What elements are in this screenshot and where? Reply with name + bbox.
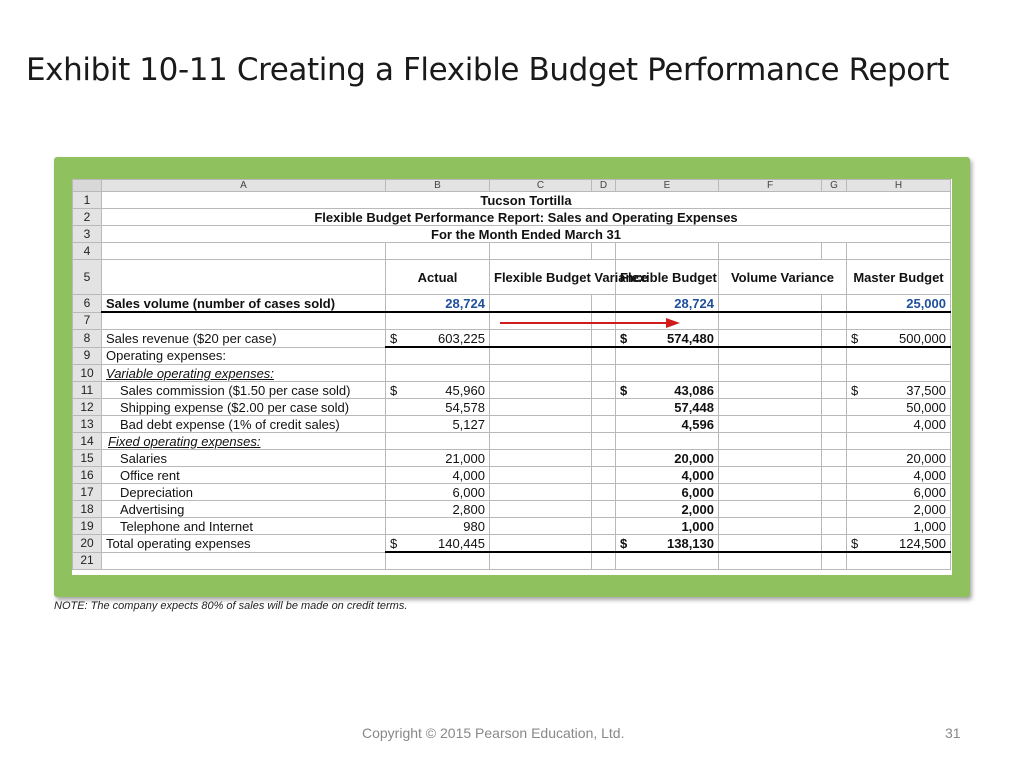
- cell[interactable]: [822, 467, 847, 484]
- page-number: 31: [945, 725, 961, 741]
- table-row: [73, 484, 951, 501]
- total-label[interactable]: Total operating expenses: [102, 535, 386, 553]
- cell[interactable]: [616, 433, 719, 450]
- cell[interactable]: [490, 295, 592, 313]
- cell[interactable]: [386, 347, 490, 365]
- cell[interactable]: [490, 518, 592, 535]
- expense-actual[interactable]: 21,000: [386, 450, 490, 467]
- column-header-b[interactable]: B: [386, 180, 490, 192]
- table-row: [73, 192, 951, 209]
- cell[interactable]: [592, 243, 616, 260]
- table-row: [73, 226, 951, 243]
- row-number[interactable]: 12: [73, 399, 102, 416]
- header-flexible-budget[interactable]: Flexible Budget: [616, 260, 719, 295]
- cell[interactable]: [822, 416, 847, 433]
- expense-label[interactable]: Salaries: [102, 450, 386, 467]
- table-row: [73, 399, 951, 416]
- row-number[interactable]: 20: [73, 535, 102, 553]
- cell[interactable]: [490, 433, 592, 450]
- cell[interactable]: [847, 347, 951, 365]
- cell[interactable]: [490, 347, 592, 365]
- cell[interactable]: [592, 552, 616, 570]
- cell[interactable]: [490, 399, 592, 416]
- expense-actual[interactable]: 980: [386, 518, 490, 535]
- total-master[interactable]: [847, 535, 951, 553]
- cell[interactable]: [386, 552, 490, 570]
- cell[interactable]: [592, 535, 616, 553]
- header-actual[interactable]: Actual: [386, 260, 490, 295]
- sales-revenue-master[interactable]: [847, 330, 951, 348]
- cell[interactable]: [490, 535, 592, 553]
- sales-revenue-label[interactable]: Sales revenue ($20 per case): [102, 330, 386, 348]
- cell[interactable]: [822, 518, 847, 535]
- sales-revenue-flexible-value: 574,480: [667, 330, 714, 346]
- table-row: [73, 209, 951, 226]
- cell[interactable]: [490, 552, 592, 570]
- row-number[interactable]: 17: [73, 484, 102, 501]
- cell[interactable]: [719, 399, 822, 416]
- sales-revenue-actual[interactable]: [386, 330, 490, 348]
- cell[interactable]: [490, 330, 592, 348]
- expense-actual[interactable]: [386, 382, 490, 399]
- cell[interactable]: [822, 243, 847, 260]
- cell[interactable]: [592, 347, 616, 365]
- expense-master[interactable]: 1,000: [847, 518, 951, 535]
- cell[interactable]: [822, 535, 847, 553]
- expense-label[interactable]: Sales commission ($1.50 per case sold): [102, 382, 386, 399]
- expense-flexible[interactable]: 4,000: [616, 467, 719, 484]
- cell[interactable]: [102, 243, 386, 260]
- cell[interactable]: [490, 243, 592, 260]
- footnote: NOTE: The company expects 80% of sales will be made on credit terms.: [54, 600, 408, 612]
- arrow-right-icon: [500, 318, 680, 328]
- cell[interactable]: [822, 347, 847, 365]
- cell[interactable]: [719, 552, 822, 570]
- cell[interactable]: [847, 243, 951, 260]
- column-header-d[interactable]: D: [592, 180, 616, 192]
- column-header-h[interactable]: H: [847, 180, 951, 192]
- row-number[interactable]: 10: [73, 365, 102, 382]
- cell[interactable]: [719, 450, 822, 467]
- expense-label[interactable]: Bad debt expense (1% of credit sales): [102, 416, 386, 433]
- copyright-footer: Copyright © 2015 Pearson Education, Ltd.: [362, 725, 625, 741]
- table-row: [73, 243, 951, 260]
- expense-label[interactable]: Shipping expense ($2.00 per case sold): [102, 399, 386, 416]
- cell[interactable]: [822, 552, 847, 570]
- total-flexible-value: 138,130: [667, 535, 714, 551]
- total-master-value: 124,500: [899, 535, 946, 551]
- table-row: [73, 518, 951, 535]
- cell[interactable]: [719, 467, 822, 484]
- cell[interactable]: [822, 365, 847, 382]
- row-number[interactable]: 14: [73, 433, 102, 450]
- row-number[interactable]: 9: [73, 347, 102, 365]
- spreadsheet: [72, 179, 952, 575]
- row-number[interactable]: 7: [73, 312, 102, 330]
- slide-title: Exhibit 10-11 Creating a Flexible Budget Performance Report: [26, 52, 949, 88]
- row-number[interactable]: 11: [73, 382, 102, 399]
- row-number[interactable]: 16: [73, 467, 102, 484]
- cell[interactable]: [592, 330, 616, 348]
- sales-volume-master[interactable]: 25,000: [847, 295, 951, 313]
- expense-master[interactable]: 50,000: [847, 399, 951, 416]
- expense-flexible-value: 43,086: [674, 382, 714, 398]
- column-header-a[interactable]: A: [102, 180, 386, 192]
- cell[interactable]: [592, 433, 616, 450]
- currency-symbol: $: [620, 535, 628, 551]
- cell[interactable]: [592, 450, 616, 467]
- row-number[interactable]: 3: [73, 226, 102, 243]
- cell[interactable]: [490, 382, 592, 399]
- expense-master[interactable]: 4,000: [847, 416, 951, 433]
- cell[interactable]: [719, 535, 822, 553]
- expense-actual-value: 45,960: [445, 382, 485, 398]
- cell[interactable]: [719, 416, 822, 433]
- fixed-expenses-label[interactable]: Fixed operating expenses:: [102, 433, 386, 450]
- cell[interactable]: [847, 433, 951, 450]
- currency-symbol: $: [851, 382, 859, 398]
- total-flexible[interactable]: [616, 535, 719, 553]
- table-row: [73, 552, 951, 570]
- column-header-g[interactable]: G: [822, 180, 847, 192]
- cell[interactable]: [822, 399, 847, 416]
- currency-symbol: $: [851, 330, 859, 346]
- table-row: [73, 365, 951, 382]
- cell[interactable]: [719, 330, 822, 348]
- row-number[interactable]: 6: [73, 295, 102, 313]
- total-row: [73, 535, 951, 553]
- expense-label[interactable]: Telephone and Internet: [102, 518, 386, 535]
- cell[interactable]: [592, 416, 616, 433]
- cell[interactable]: [592, 484, 616, 501]
- currency-symbol: $: [851, 535, 859, 551]
- report-title[interactable]: Flexible Budget Performance Report: Sales and Operating Expenses: [102, 209, 951, 226]
- expense-master[interactable]: 6,000: [847, 484, 951, 501]
- header-flexible-budget-variance[interactable]: Flexible Budget Variance: [490, 260, 616, 295]
- expense-master[interactable]: 4,000: [847, 467, 951, 484]
- currency-symbol: $: [620, 330, 628, 346]
- expense-flexible[interactable]: 6,000: [616, 484, 719, 501]
- expense-actual[interactable]: 6,000: [386, 484, 490, 501]
- company-name[interactable]: Tucson Tortilla: [102, 192, 951, 209]
- report-period[interactable]: For the Month Ended March 31: [102, 226, 951, 243]
- row-number[interactable]: 21: [73, 552, 102, 570]
- cell[interactable]: [719, 347, 822, 365]
- cell[interactable]: [102, 312, 386, 330]
- cell[interactable]: [102, 260, 386, 295]
- cell[interactable]: [386, 365, 490, 382]
- column-header-f[interactable]: F: [719, 180, 822, 192]
- table-row: [73, 382, 951, 399]
- column-header-e[interactable]: E: [616, 180, 719, 192]
- cell[interactable]: [822, 433, 847, 450]
- cell[interactable]: [822, 382, 847, 399]
- expense-flexible[interactable]: 20,000: [616, 450, 719, 467]
- cell[interactable]: [490, 484, 592, 501]
- currency-symbol: $: [390, 535, 398, 551]
- total-actual[interactable]: [386, 535, 490, 553]
- cell[interactable]: [719, 295, 822, 313]
- expense-flexible[interactable]: [616, 382, 719, 399]
- expense-actual[interactable]: 2,800: [386, 501, 490, 518]
- cell[interactable]: [616, 243, 719, 260]
- expense-actual[interactable]: 4,000: [386, 467, 490, 484]
- cell[interactable]: [592, 295, 616, 313]
- expense-master[interactable]: 20,000: [847, 450, 951, 467]
- cell[interactable]: [847, 552, 951, 570]
- cell[interactable]: [592, 365, 616, 382]
- header-volume-variance[interactable]: Volume Variance: [719, 260, 847, 295]
- cell[interactable]: [719, 312, 822, 330]
- cell[interactable]: [592, 467, 616, 484]
- cell[interactable]: [719, 243, 822, 260]
- row-number[interactable]: 4: [73, 243, 102, 260]
- currency-symbol: $: [620, 382, 628, 398]
- budget-report-table: [72, 179, 951, 570]
- cell[interactable]: [490, 365, 592, 382]
- cell[interactable]: [719, 484, 822, 501]
- cell[interactable]: [822, 330, 847, 348]
- row-number[interactable]: 15: [73, 450, 102, 467]
- expense-actual[interactable]: 54,578: [386, 399, 490, 416]
- cell[interactable]: [822, 312, 847, 330]
- select-all-corner[interactable]: [73, 180, 102, 192]
- cell[interactable]: [822, 484, 847, 501]
- sales-revenue-master-value: 500,000: [899, 330, 946, 346]
- cell[interactable]: [592, 518, 616, 535]
- currency-symbol: $: [390, 330, 398, 346]
- table-row: [73, 416, 951, 433]
- cell[interactable]: [719, 365, 822, 382]
- sales-volume-actual[interactable]: 28,724: [386, 295, 490, 313]
- sales-revenue-actual-value: 603,225: [438, 330, 485, 346]
- header-master-budget[interactable]: Master Budget: [847, 260, 951, 295]
- expense-master-value: 37,500: [906, 382, 946, 398]
- table-row: [73, 347, 951, 365]
- sales-revenue-row: [73, 330, 951, 348]
- table-header-row: [73, 260, 951, 295]
- cell[interactable]: [386, 433, 490, 450]
- cell[interactable]: [490, 467, 592, 484]
- cell[interactable]: [592, 382, 616, 399]
- cell[interactable]: [616, 552, 719, 570]
- cell[interactable]: [592, 399, 616, 416]
- cell[interactable]: [102, 552, 386, 570]
- expense-flexible[interactable]: 57,448: [616, 399, 719, 416]
- spreadsheet-frame: [54, 157, 970, 597]
- cell[interactable]: [490, 416, 592, 433]
- currency-symbol: $: [390, 382, 398, 398]
- row-number[interactable]: 1: [73, 192, 102, 209]
- row-number[interactable]: 13: [73, 416, 102, 433]
- column-header-row: [73, 180, 951, 192]
- row-number[interactable]: 8: [73, 330, 102, 348]
- cell[interactable]: [719, 518, 822, 535]
- row-number[interactable]: 5: [73, 260, 102, 295]
- row-number[interactable]: 18: [73, 501, 102, 518]
- cell[interactable]: [847, 365, 951, 382]
- variable-expenses-label[interactable]: Variable operating expenses:: [102, 365, 386, 382]
- cell[interactable]: [490, 450, 592, 467]
- cell[interactable]: [616, 347, 719, 365]
- total-actual-value: 140,445: [438, 535, 485, 551]
- expense-master[interactable]: 2,000: [847, 501, 951, 518]
- expense-label[interactable]: Office rent: [102, 467, 386, 484]
- expense-master[interactable]: [847, 382, 951, 399]
- cell[interactable]: [616, 365, 719, 382]
- table-row: [73, 433, 951, 450]
- cell[interactable]: [719, 433, 822, 450]
- cell[interactable]: [719, 382, 822, 399]
- cell[interactable]: [386, 243, 490, 260]
- cell[interactable]: [592, 501, 616, 518]
- table-row: [73, 501, 951, 518]
- cell[interactable]: [386, 312, 490, 330]
- cell[interactable]: [847, 312, 951, 330]
- table-row: [73, 450, 951, 467]
- row-number[interactable]: 19: [73, 518, 102, 535]
- cell[interactable]: [822, 450, 847, 467]
- expense-actual[interactable]: 5,127: [386, 416, 490, 433]
- expense-label[interactable]: Advertising: [102, 501, 386, 518]
- cell[interactable]: [490, 501, 592, 518]
- expense-flexible[interactable]: 1,000: [616, 518, 719, 535]
- column-header-c[interactable]: C: [490, 180, 592, 192]
- expense-flexible[interactable]: 2,000: [616, 501, 719, 518]
- sales-volume-row: [73, 295, 951, 313]
- expense-flexible[interactable]: 4,596: [616, 416, 719, 433]
- cell[interactable]: [719, 501, 822, 518]
- operating-expenses-label[interactable]: Operating expenses:: [102, 347, 386, 365]
- expense-label[interactable]: Depreciation: [102, 484, 386, 501]
- sales-revenue-flexible[interactable]: [616, 330, 719, 348]
- sales-volume-flexible[interactable]: 28,724: [616, 295, 719, 313]
- sales-volume-label[interactable]: Sales volume (number of cases sold): [102, 295, 386, 313]
- cell[interactable]: [822, 295, 847, 313]
- cell[interactable]: [822, 501, 847, 518]
- table-row: [73, 467, 951, 484]
- row-number[interactable]: 2: [73, 209, 102, 226]
